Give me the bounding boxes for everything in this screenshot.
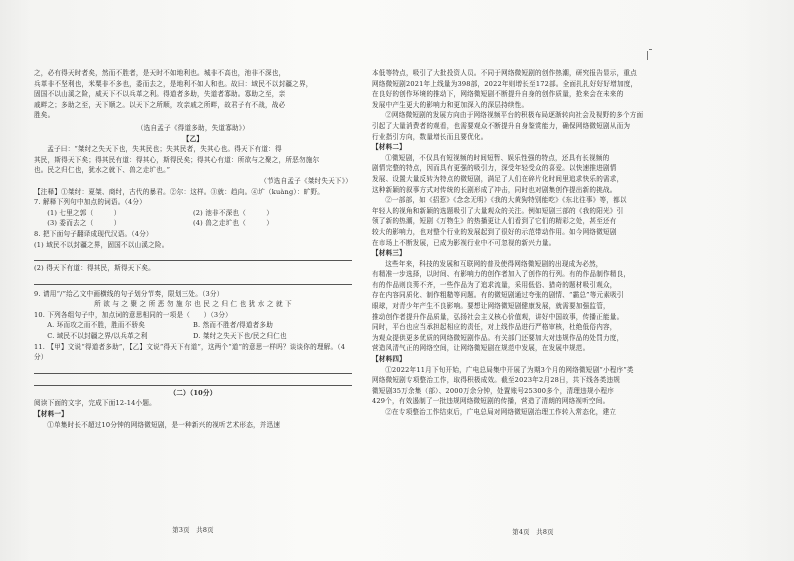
q10-option-a: A. 环而攻之而不胜，胜而不骄矣 (47, 321, 146, 330)
material-1-line: 发展中产生更大的影响力和更加深入的深层持续性。 (372, 100, 529, 109)
passage-a-line: 之，必有得天时者矣，然而不胜者，是天时不如地利也。城非不高也，池非不深也， (34, 69, 286, 77)
page-footer: 第3页 共8页 (172, 526, 214, 535)
material-2-line: ②一部部，如《招惹》《念念无明》《我的大黄狗特别能吃》《东北往事》等，都以 (385, 196, 627, 205)
material-2-line: 剧情完整的特点，因而具有更强的吸引力，深受年轻受众的喜爱。以快速推进剧情 (372, 164, 617, 173)
material-1-line: 在良好的创作环境的推动下，网络微短剧不断提升自身的创作质量，抢来会在未来的 (372, 90, 624, 99)
scan-edge-shadow-right (734, 0, 794, 561)
material-1-line: ①单集时长不超过10分钟的网络微短剧，是一种新兴的视听艺术形态，并迅速 (47, 420, 281, 429)
annotation-note: 【注释】①桀纣：夏桀、商纣，古代的暴君。②尔：这样。③就：趋向。④圹（kuàng）：旷野。 (34, 187, 325, 196)
q10-option-c: C. 域民不以封疆之界/以兵革之利 (47, 332, 148, 341)
passage-b-line: 也。民之归仁也，犹水之就下、兽之走圹也。” (34, 166, 171, 175)
material-1-label: 【材料一】 (34, 410, 68, 419)
material-3-label: 【材料三】 (372, 249, 406, 258)
page-4 (372, 68, 694, 538)
material-2-line: 这种新颖的叙事方式对传统的长剧形成了冲击，同时也对剧集创作提出新的挑战。 (372, 185, 617, 194)
page-footer: 第4页 共8页 (512, 528, 554, 537)
answer-line[interactable] (34, 376, 352, 386)
material-4-line: ①2022年11月下旬开始，广电总局集中开展了为期3个月的网络微短剧“小程序”类 (385, 365, 634, 374)
q10-option-b: B. 然而不胜者/得道者多助 (193, 321, 273, 330)
material-4-line: 微短剧35万余集（部）、2000万余分钟，处置账号25300多个，清理违规小程序 (372, 386, 615, 395)
question-7-items-row2 (34, 218, 352, 229)
material-2-line: 发展、设置大量反转为特点的微短剧，满足了人们在碎片化时间里追求快乐的需求， (372, 174, 624, 183)
material-1-line: 行业指引方向，数量增长而且要优化。 (372, 132, 488, 141)
passage-a-line: 胜矣。 (34, 111, 55, 120)
material-2-line: 在市场上不断发展，已成为影视行业中不可忽视的新兴力量。 (372, 238, 556, 247)
material-3-line: 这些年来，科技的发展和互联网的普及使得网络微短剧的出现成为必然， (385, 259, 603, 268)
answer-line[interactable] (34, 251, 352, 261)
q7-item: (4) 兽之走圹也（ ） (193, 219, 274, 228)
q7-item: (1) 七里之郭（ ） (47, 208, 121, 217)
material-3-line: 有精准一步选择，以时间、有影响力的创作者加入了创作的行列。有的作品制作精良， (372, 270, 631, 279)
material-3-line: 同时，平台也应当承担起相应的责任，对上线作品进行严格审核，杜绝低俗内容， (372, 323, 617, 332)
material-3-line: 推动创作者提升作品质量，弘扬社会主义核心价值观，讲好中国故事，传播正能量。 (372, 312, 624, 321)
question-8: 8. 把下面句子翻译成现代汉语。（4分） (34, 229, 153, 238)
question-7-items-row1 (34, 208, 352, 219)
material-1-line: ②网络微短剧的发展方向由于网络视频平台的积极布局逐渐转向社会及视野的多个方面 (385, 111, 644, 120)
question-9: 9. 请用“/”给乙文中画横线的句子划分节奏，限划三处。（3分） (34, 289, 224, 298)
material-2-line: 较大的影响力，也对整个行业的发展起到了很好的示范带动作用。如今网络微短剧 (372, 227, 617, 236)
material-2-label: 【材料二】 (372, 143, 406, 152)
corner-mark (647, 51, 648, 60)
material-2-line: ①微短剧，不仅具有短视频的时间短暂、娱乐性强的特点，还具有长视频的 (385, 153, 610, 162)
passage-a-source: （选自孟子《得道多助，失道寡助》） (136, 123, 250, 132)
passage-a-line: 戚畔之；多助之至，天下顺之。以天下之所顺，攻亲戚之所畔，故君子有不战，战必 (34, 100, 286, 109)
passage-b-label: 【乙】 (182, 134, 204, 143)
material-1-line: 网络微短剧2021年上线量为398部，2022年则增长至172部。全面扎扎好好好增加度， (372, 79, 638, 88)
corner-mark-top (649, 49, 652, 50)
q10-option-d: D. 桀纣之失天下也/民之归仁也 (193, 332, 287, 341)
reading-instruction: 阅读下面的文字，完成下面12-14小题。 (34, 399, 156, 408)
passage-b-line: 孟子曰：“桀纣之失天下也，失其民也；失其民者，失其心也。得天下有道：得 (47, 145, 282, 154)
passage-a-line: 固国不以山溪之险，威天下不以兵革之利。得道者多助，失道者寡助。寡助之至，亲 (34, 90, 286, 99)
material-4-line: 429个，有效遏制了一批违规网络微短剧的传播，营造了清朗的网络视听空间。 (372, 397, 610, 406)
material-1-line: 本低等特点，吸引了大批投资人员。不同于网络微短剧的创作热潮，研究报告显示，重点 (372, 69, 637, 77)
q7-item: (2) 池非不深也（ ） (193, 208, 274, 217)
material-3-line: 为观众提供更多优质的网络微短剧作品。有关部门还要加大对违规作品的处罚力度， (372, 333, 624, 342)
scan-edge-shadow-left (0, 0, 30, 561)
question-8-part-1: (1) 域民不以封疆之界，固国不以山溪之险。 (34, 240, 169, 249)
question-9-sentence: 所 欲 与 之 聚 之 所 恶 勿 施 尔 也 民 之 归 仁 也 犹 水 之 就 下 (94, 300, 292, 309)
question-7: 7. 解释下列句中加点的词语。（4分） (34, 198, 146, 207)
question-10: 10. 下列各组句子中，加点词的意思相同的一项是（ ）（3分） (34, 310, 232, 319)
material-1-line: 引起了大量消费者的观看，也需要观众不断提升自身鉴赏能力，确保网络微短剧从而为 (372, 121, 631, 130)
material-3-line: 眼球，对青少年产生不良影响。要想让网络微短剧健康发展，就需要加强监管， (372, 302, 610, 311)
material-4-line: 网络微短剧专项整治工作，取得积极成效。截至2023年2月28日，共下线各类违规 (372, 376, 621, 385)
passage-b-line: 其民，斯得天下矣；得其民有道：得其心，斯得民矣；得其心有道：所欲与之聚之，所恶勿施尔 (34, 155, 320, 164)
section-2-heading: （二）（10分） (169, 388, 217, 397)
material-4-line: ②在专项整治工作结束后，广电总局对网络微短剧治理工作转入常态化，建立 (385, 408, 617, 416)
passage-a-line: 兵革非不坚利也，米粟非不多也，委而去之，是地利不如人和也。故曰：域民不以封疆之界， (34, 79, 313, 88)
question-8-part-2: (2) 得天下有道：得其民，斯得天下矣。 (34, 264, 155, 273)
material-2-line: 年轻人的视角和新颖的选题吸引了大量观众的关注。例如短剧三部的《我的阳光》引 (372, 206, 624, 215)
answer-line[interactable] (34, 275, 352, 285)
material-3-line: 营造风清气正的网络空间，让网络微短剧在规范中发展，在发展中规范。 (372, 344, 590, 353)
passage-b-source: （节选自孟子《桀纣失天下》） (260, 176, 352, 185)
material-2-line: 领了新的热潮，短剧《万物生》的热播更让人们看到了它们的精彩之处，甚至还有 (372, 217, 617, 226)
page-3 (34, 68, 352, 538)
material-3-line: 存在内容同质化、制作粗糙等问题。有的微短剧通过夸张的剧情、“霸总”等元素吸引 (372, 291, 624, 300)
q7-item: (3) 委而去之（ ） (47, 219, 121, 228)
material-4-label: 【材料四】 (372, 355, 406, 364)
answer-line[interactable] (34, 364, 352, 374)
question-10-options-cd (34, 331, 352, 342)
question-11: 11. 【甲】文说“得道者多助”，【乙】文说“得天下有道”，这两个“道”的意思一样吗？谈谈你的理解。（4分） (34, 342, 346, 362)
material-3-line: 有的作品则良莠不齐，一些作品为了追求流量，采用低俗、猎奇的题材吸引观众， (372, 280, 617, 289)
question-10-options-ab (34, 320, 352, 331)
